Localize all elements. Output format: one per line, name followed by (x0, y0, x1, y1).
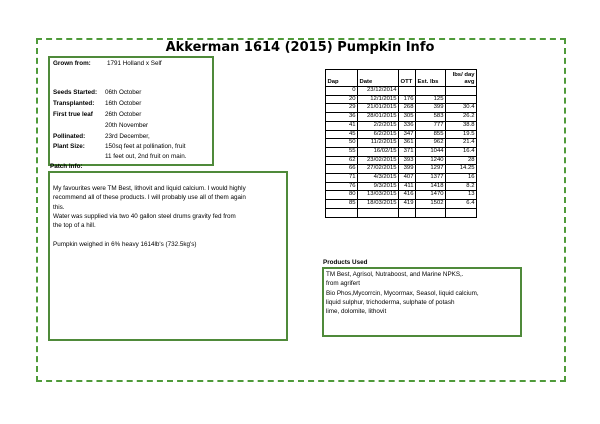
table-cell: 176 (399, 95, 416, 104)
table-cell: 16.4 (446, 147, 477, 156)
col-dap: Dap (326, 70, 358, 87)
table-cell: 11/2/2015 (358, 139, 399, 148)
patch-info-box (48, 171, 288, 341)
first-true-leaf-value: 26th October (105, 111, 142, 118)
patch-line: this. (53, 203, 65, 211)
table-cell: 407 (399, 174, 416, 183)
table-cell: 411 (399, 182, 416, 191)
table-cell: 1418 (416, 182, 446, 191)
table-cell: 23/12/2014 (358, 87, 399, 96)
product-line: from agrifert (326, 280, 360, 288)
table-cell: 85 (326, 200, 358, 209)
table-cell (446, 95, 477, 104)
table-cell: 76 (326, 182, 358, 191)
patch-line: Water was supplied via two 40 gallon steel drums gravity fed from (53, 212, 236, 220)
products-text (326, 270, 479, 316)
table-cell: 2/2/2015 (358, 121, 399, 130)
patch-info-heading: Patch Info: (50, 163, 83, 170)
table-cell: 1044 (416, 147, 446, 156)
table-cell: 583 (416, 113, 446, 122)
table-cell: 23/02/2015 (358, 156, 399, 165)
patch-line (53, 230, 246, 239)
table-cell: 71 (326, 174, 358, 183)
table-cell: 4/3/2015 (358, 174, 399, 183)
table-row (326, 113, 477, 122)
product-line: TM Best, Agrisol, Nutraboost, and Marine NPKS,. (326, 271, 464, 278)
table-cell: 1470 (416, 191, 446, 200)
table-cell: 30.4 (446, 104, 477, 113)
product-line: Bio Phos,Mycorrcin, Mycormax, Seasol, liquid calcium, (326, 289, 479, 297)
table-row (326, 95, 477, 104)
patch-info-text (53, 184, 246, 249)
product-line: liquid sulphur, trichoderma, sulphate of potash (326, 298, 455, 306)
table-cell: 55 (326, 147, 358, 156)
table-row (326, 165, 477, 174)
col-ott: OTT (399, 70, 416, 87)
table-cell: 80 (326, 191, 358, 200)
col-lbs-day-avg: lbs/ day avg (446, 70, 477, 87)
table-row (326, 191, 477, 200)
table-row (326, 174, 477, 183)
first-true-leaf-value-2: 20th November (105, 122, 149, 129)
table-cell: 399 (416, 104, 446, 113)
table-cell: 125 (416, 95, 446, 104)
table-cell (358, 208, 399, 217)
patch-line: Pumpkin weighed in 6% heavy 1614lb's (732.5kg's) (53, 240, 197, 248)
table-cell: 305 (399, 113, 416, 122)
table-cell: 20 (326, 95, 358, 104)
table-cell: 1377 (416, 174, 446, 183)
table-cell (446, 208, 477, 217)
table-cell: 13/03/2015 (358, 191, 399, 200)
table-cell: 6/2/2015 (358, 130, 399, 139)
table-cell (399, 208, 416, 217)
table-cell: 41 (326, 121, 358, 130)
table-cell: 16/02/15 (358, 147, 399, 156)
table-row (326, 156, 477, 165)
plant-size-value-2: 11 feet out, 2nd fruit on main. (105, 153, 187, 160)
table-row (326, 182, 477, 191)
table-cell: 50 (326, 139, 358, 148)
table-cell (326, 208, 358, 217)
table-row (326, 121, 477, 130)
table-cell: 19.5 (446, 130, 477, 139)
table-cell: 27/02/2015 (358, 165, 399, 174)
pollinated-label: Pollinated: (53, 133, 86, 140)
table-cell: 1502 (416, 200, 446, 209)
table-cell (446, 87, 477, 96)
patch-line: the top of a hill. (53, 222, 96, 230)
table-cell: 26.2 (446, 113, 477, 122)
table-row (326, 200, 477, 209)
table-cell: 16 (446, 174, 477, 183)
table-cell: 855 (416, 130, 446, 139)
seeds-started-value: 06th October (105, 89, 142, 96)
products-heading: Products Used (323, 259, 368, 266)
table-cell: 66 (326, 165, 358, 174)
table-cell: 268 (399, 104, 416, 113)
table-row (326, 147, 477, 156)
patch-line: recommend all of these products. I will probably use all of them again (53, 194, 246, 202)
table-header-row (326, 70, 477, 87)
pollinated-value: 23rd December, (105, 133, 150, 140)
table-cell (399, 87, 416, 96)
table-cell: 13 (446, 191, 477, 200)
table-cell: 777 (416, 121, 446, 130)
product-line: lime, dolomite, lithovit (326, 308, 387, 316)
table-cell: 9/3/2015 (358, 182, 399, 191)
table-cell (416, 208, 446, 217)
table-cell: 28/01/2015 (358, 113, 399, 122)
grown-from-label: Grown from: (53, 60, 91, 67)
table-cell: 347 (399, 130, 416, 139)
table-cell: 8.2 (446, 182, 477, 191)
table-row (326, 87, 477, 96)
table-cell: 1297 (416, 165, 446, 174)
table-cell: 6.4 (446, 200, 477, 209)
table-cell: 12/1/2015 (358, 95, 399, 104)
transplanted-label: Transplanted: (53, 100, 95, 107)
table-cell: 393 (399, 156, 416, 165)
col-date: Date (358, 70, 399, 87)
table-cell: 21.4 (446, 139, 477, 148)
table-cell: 416 (399, 191, 416, 200)
table-cell: 14.25 (446, 165, 477, 174)
transplanted-value: 16th October (105, 100, 142, 107)
table-cell: 28 (446, 156, 477, 165)
table-cell: 18/03/2015 (358, 200, 399, 209)
table-row (326, 130, 477, 139)
col-est-lbs: Est. lbs (416, 70, 446, 87)
table-cell: 399 (399, 165, 416, 174)
plant-size-label: Plant Size: (53, 143, 85, 150)
table-cell: 38.8 (446, 121, 477, 130)
grown-from-value: 1791 Holland x Self (107, 60, 162, 67)
table-body (326, 87, 477, 218)
table-cell: 962 (416, 139, 446, 148)
page-title: Akkerman 1614 (2015) Pumpkin Info (165, 40, 435, 55)
table-cell: 62 (326, 156, 358, 165)
table-cell: 45 (326, 130, 358, 139)
table-cell: 29 (326, 104, 358, 113)
table-cell: 1240 (416, 156, 446, 165)
table-cell: 336 (399, 121, 416, 130)
table-cell (416, 87, 446, 96)
table-cell: 36 (326, 113, 358, 122)
seeds-started-label: Seeds Started: (53, 89, 98, 96)
table-row (326, 139, 477, 148)
table-cell: 361 (399, 139, 416, 148)
patch-line: My favourites were TM Best, lithovit and liquid calcium. I would highly (53, 185, 246, 192)
table-row (326, 208, 477, 217)
products-box (322, 267, 522, 337)
table-cell: 371 (399, 147, 416, 156)
first-true-leaf-label: First true leaf (53, 111, 93, 118)
table-cell: 419 (399, 200, 416, 209)
plant-size-value: 150sq feet at pollination, fruit (105, 143, 186, 150)
table-row (326, 104, 477, 113)
grown-info-box (48, 56, 214, 166)
table-cell: 21/01/2015 (358, 104, 399, 113)
growth-table (325, 69, 477, 218)
table-cell: 0 (326, 87, 358, 96)
